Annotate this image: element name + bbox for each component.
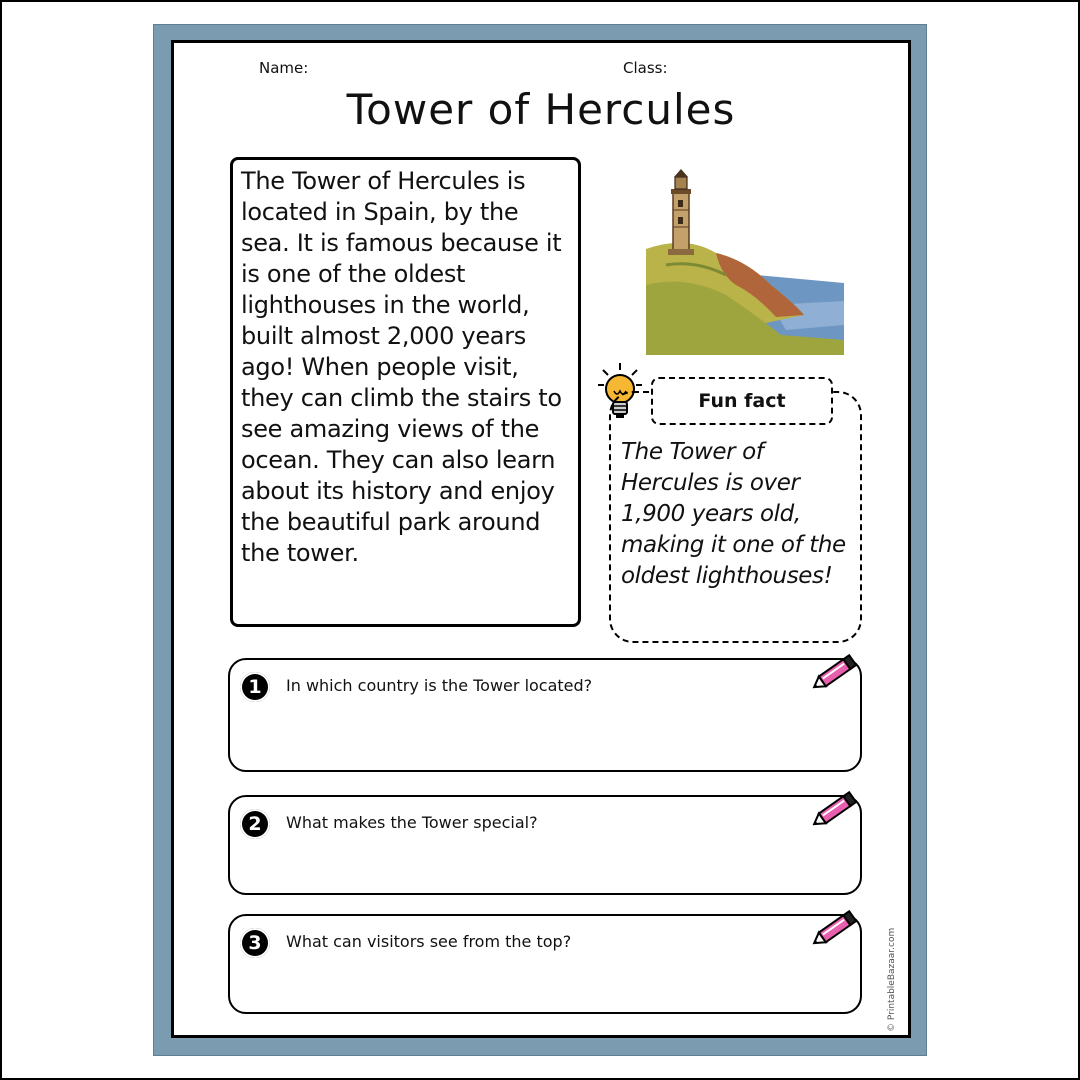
pencil-icon <box>808 787 864 833</box>
name-label: Name: <box>259 59 309 77</box>
fun-fact-box <box>609 391 862 643</box>
question-2-text: What makes the Tower special? <box>286 813 538 832</box>
question-2-box[interactable] <box>228 795 862 895</box>
question-3-box[interactable] <box>228 914 862 1014</box>
question-number-badge: 3 <box>240 928 270 958</box>
pencil-icon <box>808 650 864 696</box>
reading-passage: The Tower of Hercules is located in Spain, by the sea. It is famous because it is one of the oldest lighthouses in the world, built almost 2,000 years ago! When people visit, they can climb the stairs to see amazing views of the ocean. They can also learn about its history and enjoy the beautiful park around the tower. <box>241 167 562 567</box>
reading-passage-box <box>230 157 581 627</box>
fun-fact-label: Fun fact <box>651 377 833 425</box>
page-title: Tower of Hercules <box>346 85 736 134</box>
question-3-text: What can visitors see from the top? <box>286 932 572 951</box>
lighthouse-illustration <box>646 165 844 355</box>
question-1-text: In which country is the Tower located? <box>286 676 593 695</box>
pencil-icon <box>808 906 864 952</box>
question-1-box[interactable] <box>228 658 862 772</box>
fun-fact-text: The Tower of Hercules is over 1,900 years old, making it one of the oldest lighthouses! <box>621 439 846 589</box>
question-number-badge: 2 <box>240 809 270 839</box>
question-number-badge: 1 <box>240 672 270 702</box>
worksheet <box>171 40 911 1038</box>
credit-text: © PrintableBazaar.com <box>887 927 897 1032</box>
class-label: Class: <box>623 59 668 77</box>
